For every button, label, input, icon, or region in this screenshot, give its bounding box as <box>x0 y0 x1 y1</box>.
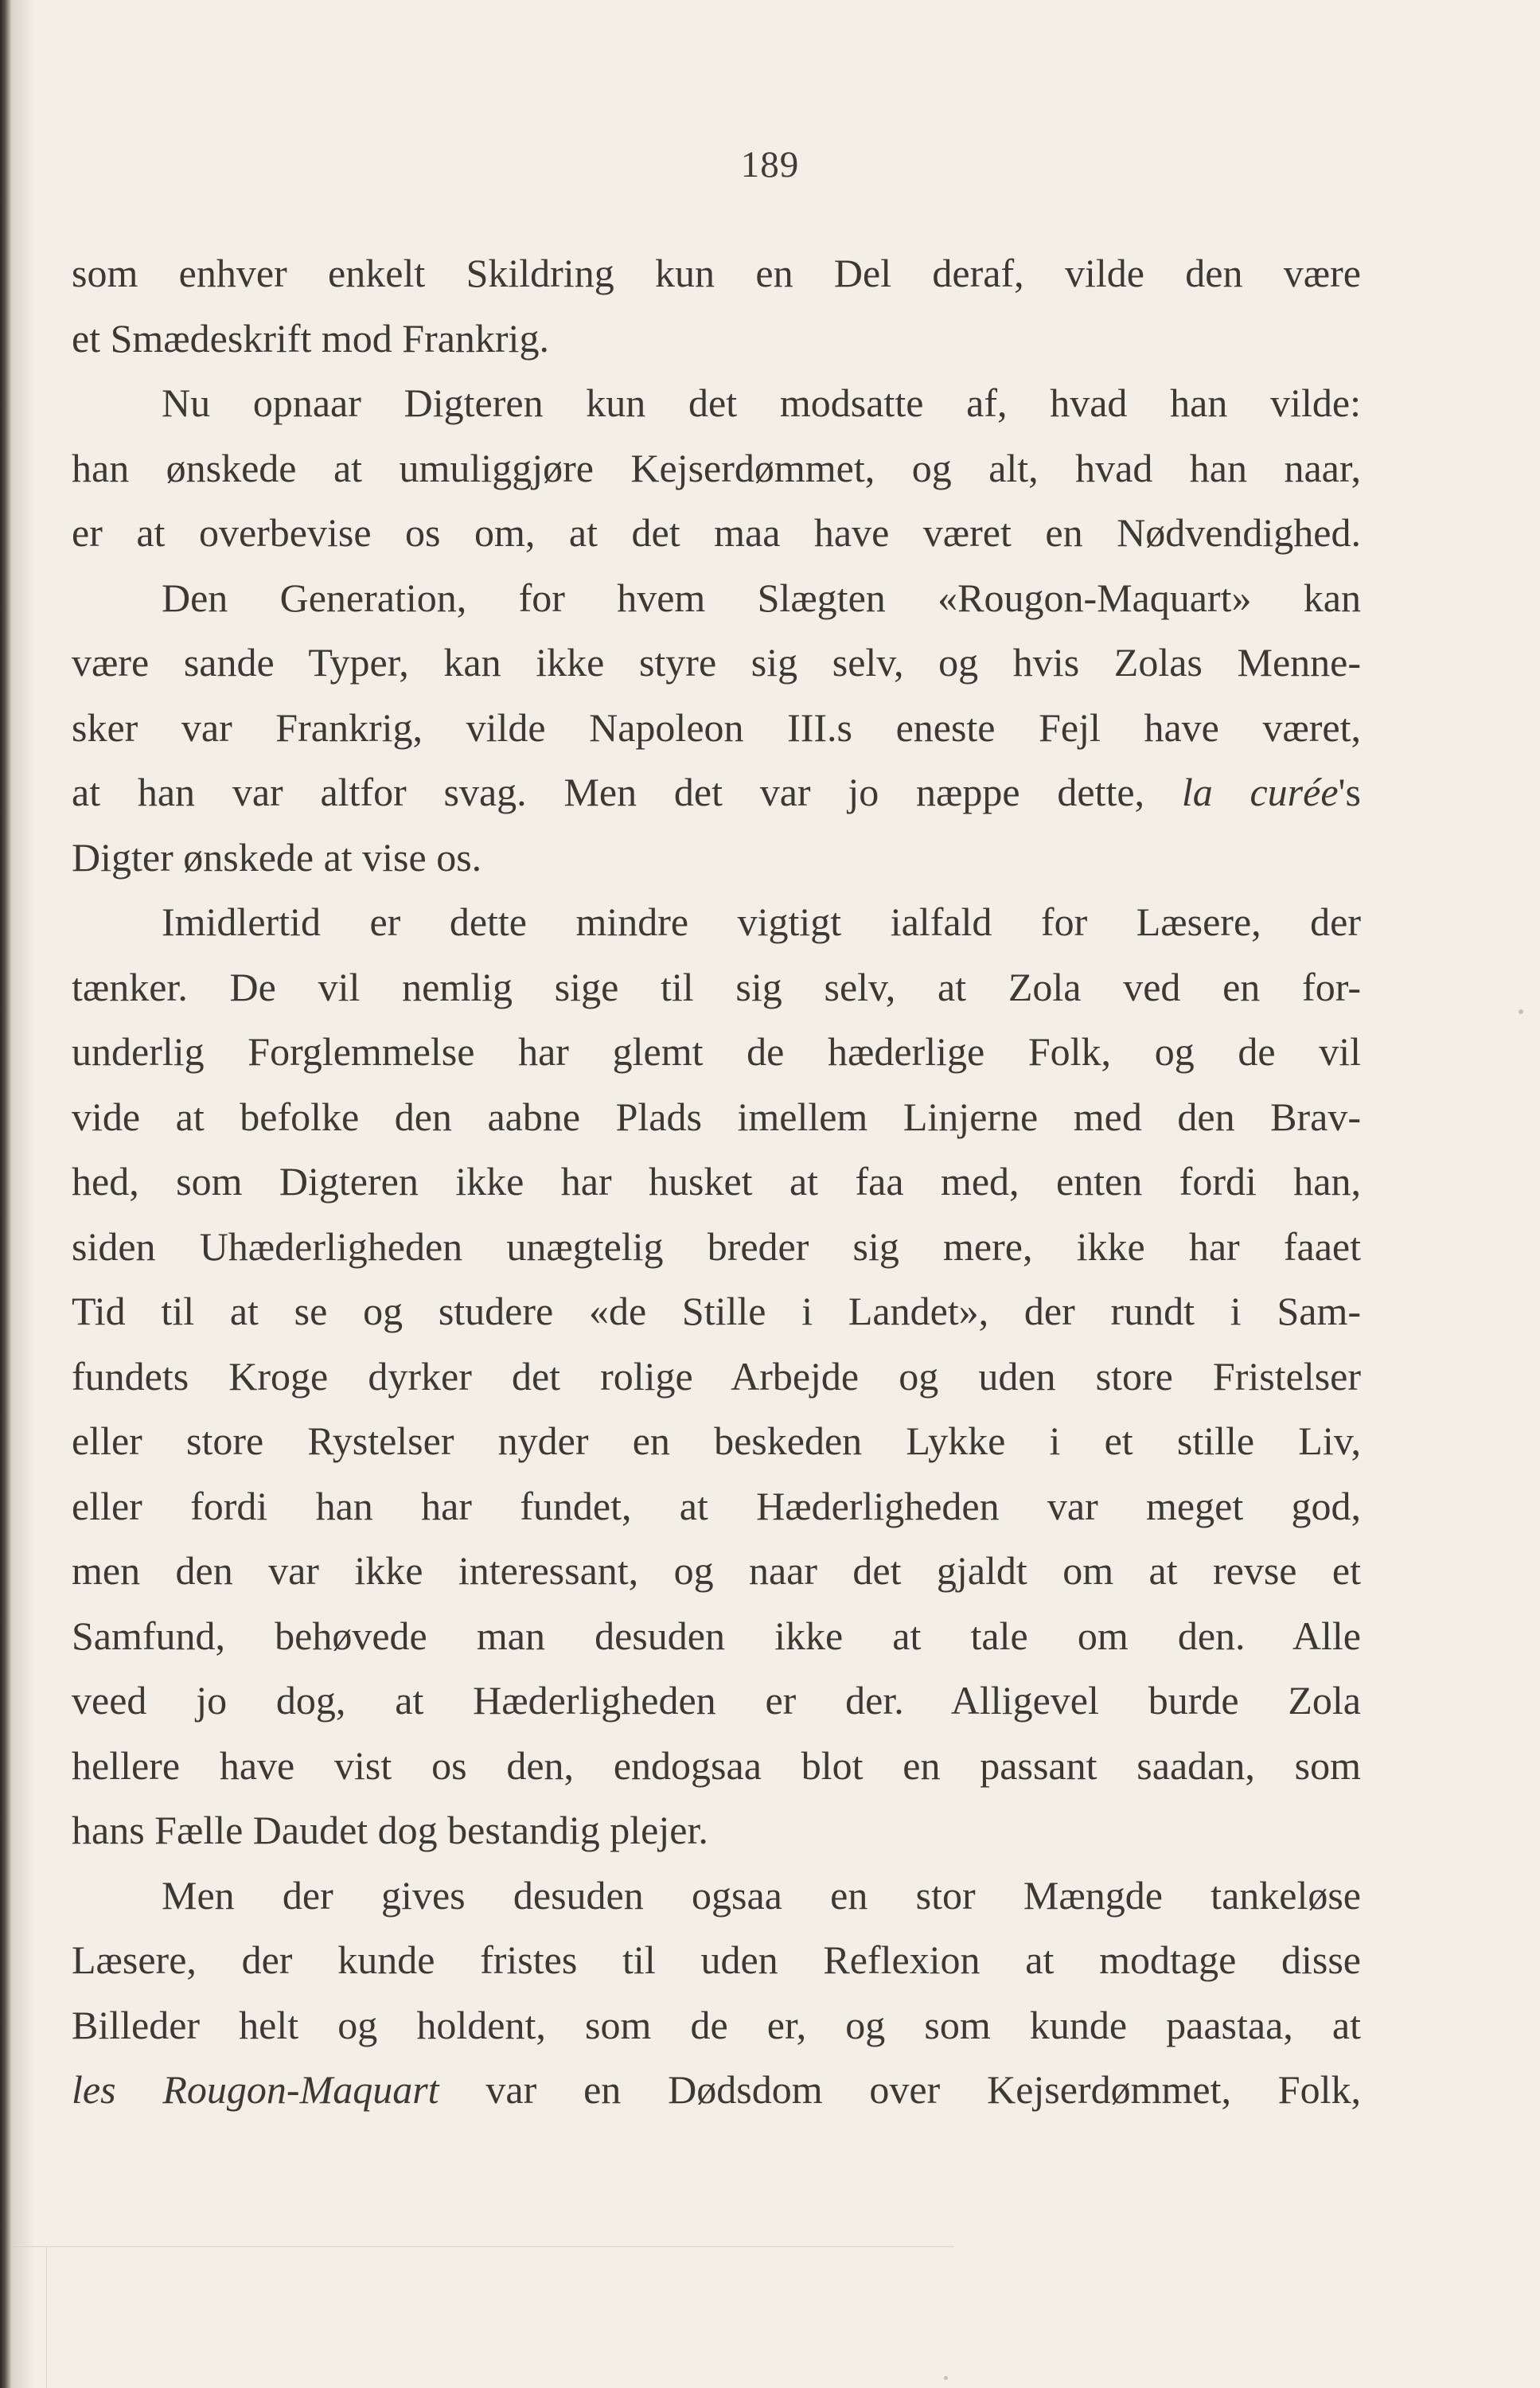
text-line <box>72 241 1361 306</box>
scan-edge-line-vertical <box>46 2246 47 2388</box>
text-segment: er at overbevise os om, at det maa have været en Nødvendighed. <box>72 510 1361 555</box>
text-segment: hellere have vist os den, endogsaa blot en passant saadan, som <box>72 1742 1361 1788</box>
text-line <box>72 1734 1361 1799</box>
book-binding-edge <box>0 0 11 2388</box>
text-line <box>72 1993 1361 2058</box>
text-segment: fundets Kroge dyrker det rolige Arbejde og uden store Fristelser <box>72 1353 1361 1399</box>
text-segment: være sande Typer, kan ikke styre sig selv, og hvis Zolas Menne- <box>72 640 1361 685</box>
text-segment: Men der gives desuden ogsaa en stor Mængde tankeløse <box>162 1872 1361 1918</box>
italic-title: les Rougon-Maquart <box>72 2067 439 2112</box>
text-line <box>72 1604 1361 1669</box>
text-segment: siden Uhæderligheden unægtelig breder sig mere, ikke har faaet <box>72 1223 1361 1269</box>
text-line <box>72 890 1361 955</box>
text-segment: Nu opnaar Digteren kun det modsatte af, hvad han vilde: <box>162 380 1361 425</box>
text-line <box>72 1409 1361 1474</box>
text-line <box>72 501 1361 566</box>
text-line <box>72 1928 1361 1993</box>
text-segment: som enhver enkelt Skildring kun en Del deraf, vilde den være <box>72 251 1361 295</box>
text-segment: han ønskede at umuliggjøre Kejserdømmet, og alt, hvad han naar, <box>72 445 1361 490</box>
text-segment: Imidlertid er dette mindre vigtigt ialfald for Læsere, der <box>162 899 1361 944</box>
page-number: 189 <box>740 144 800 185</box>
text-segment: underlig Forglemmelse har glemt de hæderlige Folk, og de vil <box>72 1029 1361 1074</box>
text-segment: Digter ønskede at vise os. <box>72 834 482 880</box>
text-line <box>72 955 1361 1020</box>
text-segment: Samfund, behøvede man desuden ikke at tale om den. Alle <box>72 1613 1361 1658</box>
text-line <box>72 1474 1361 1539</box>
text-line <box>72 2058 1361 2123</box>
text-segment: Den Generation, for hvem Slægten «Rougon-Maquart» kan <box>162 575 1361 620</box>
text-segment: at han var altfor svag. Men det var jo næppe dette, <box>72 770 1182 814</box>
text-line <box>72 371 1361 436</box>
text-segment: 's <box>1338 770 1361 814</box>
italic-title: la curée <box>1181 770 1339 814</box>
text-line <box>72 1215 1361 1280</box>
text-line <box>72 1668 1361 1734</box>
text-segment: Tid til at se og studere «de Stille i Landet», der rundt i Sam- <box>72 1289 1361 1333</box>
text-line <box>72 1085 1361 1150</box>
text-line <box>72 630 1361 696</box>
scan-edge-line-horizontal <box>11 2246 954 2247</box>
text-segment: veed jo dog, at Hæderligheden er der. Alligevel burde Zola <box>72 1678 1361 1723</box>
text-line <box>72 1279 1361 1344</box>
text-segment: et Smædeskrift mod Frankrig. <box>72 315 549 361</box>
text-line <box>72 760 1361 825</box>
text-line <box>72 1344 1361 1410</box>
text-segment: hed, som Digteren ikke har husket at faa med, enten fordi han, <box>72 1159 1361 1204</box>
text-line <box>72 306 1361 372</box>
text-segment: men den var ikke interessant, og naar det gjaldt om at revse et <box>72 1548 1361 1593</box>
body-text <box>72 241 1361 2123</box>
text-segment: sker var Frankrig, vilde Napoleon III.s eneste Fejl have været, <box>72 704 1361 750</box>
text-line <box>72 1149 1361 1215</box>
text-segment: Læsere, der kunde fristes til uden Reflexion at modtage disse <box>72 1937 1361 1982</box>
text-line <box>72 1020 1361 1085</box>
paper-speck <box>944 2376 948 2380</box>
text-line <box>72 566 1361 631</box>
text-line <box>72 825 1361 891</box>
text-line <box>72 1539 1361 1604</box>
text-segment: var en Dødsdom over Kejserdømmet, Folk, <box>439 2067 1361 2112</box>
text-line <box>72 436 1361 501</box>
text-segment: hans Fælle Daudet dog bestandig plejer. <box>72 1808 708 1852</box>
text-segment: tænker. De vil nemlig sige til sig selv, at Zola ved en for- <box>72 964 1361 1009</box>
text-segment: vide at befolke den aabne Plads imellem Linjerne med den Brav- <box>72 1094 1361 1139</box>
text-line <box>72 1863 1361 1929</box>
text-segment: Billeder helt og holdent, som de er, og som kunde paastaa, at <box>72 2002 1361 2047</box>
paper-speck <box>1519 1009 1523 1014</box>
text-segment: eller fordi han har fundet, at Hæderligheden var meget god, <box>72 1483 1361 1528</box>
text-line <box>72 1798 1361 1863</box>
binding-shadow <box>11 0 35 2388</box>
text-segment: eller store Rystelser nyder en beskeden Lykke i et stille Liv, <box>72 1418 1361 1463</box>
text-line <box>72 696 1361 761</box>
